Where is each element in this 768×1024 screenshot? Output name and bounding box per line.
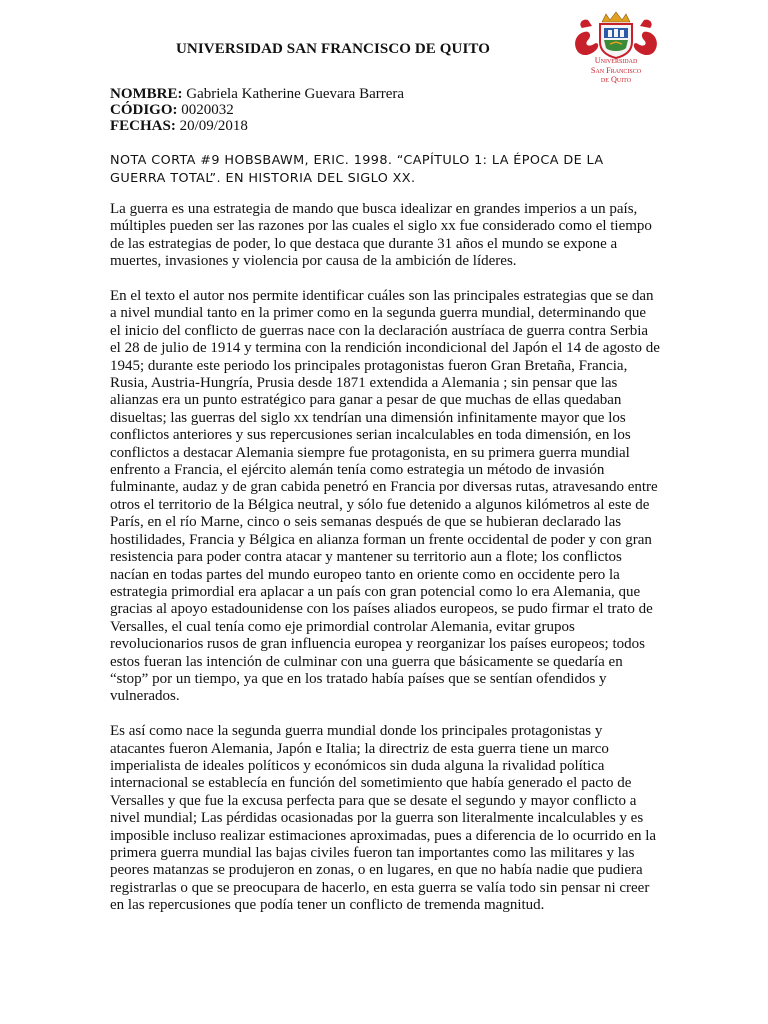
logo-text-line-1: Universidad xyxy=(594,56,638,65)
name-row xyxy=(110,86,404,102)
student-info xyxy=(110,86,404,134)
code-row xyxy=(110,102,404,118)
name-value: Gabriela Katherine Guevara Barrera xyxy=(182,86,405,102)
paragraph: La guerra es una estrategia de mando que busca idealizar en grandes imperios a un país, múltiples pueden ser las razones por las cuales el siglo xx fue considerado como el tiempo de las estrategias de poder, lo que destaca que durante 31 años el mundo se expone a muertes, invasiones y violencia por causa de la ambición de líderes. xyxy=(110,201,652,270)
name-label: NOMBRE: xyxy=(110,86,183,102)
code-value: 0020032 xyxy=(177,102,234,118)
date-value: 20/09/2018 xyxy=(175,118,248,134)
paragraph: En el texto el autor nos permite identificar cuáles son las principales estrategias que se dan a nivel mundial tanto en la primer como en la segunda guerra mundial, determinando que el inicio del conflicto de guerras nace con la declaración austríaca de guerra contra Serbia el 28 de julio de 1914 y termina con la rendición incondicional del Japón el 14 de agosto de 1945; durante este periodo los principales protagonistas fueron Gran Bretaña, Francia, Rusia, Austria-Hungría, Prusia desde 1871 extendida a Alemania ; sin pensar que las alianzas era un punto estratégico para ganar a pesar de que muchas de ellas quedaban disueltas; las guerras del siglo xx tendrían una dimensión infinitamente mayor que los conflictos anteriores y sus repercusiones serian incalculables en toda dimensión, en los conflictos a destacar Alemania siempre fue protagonista, en su primera guerra mundial enfrento a Francia, el ejército alemán tenía como estrategia un método de invasión fulminante, audaz y de gran cabida penetró en Francia por diversas rutas, atravesando entre otros el territorio de la Bélgica neutral, y sólo fue detenido a algunos kilómetros al este de París, en el río Marne, cinco o seis semanas después de que se hubieran declarado las hostilidades, Francia y Bélgica en alianza forman un frente occidental de poder y con gran resistencia para poder contra atacar y mantener su territorio aun a flote; los conflictos nacían en todas partes del mundo europeo tanto en oriente como en occidente pero la estrategia primordial era aplacar a un país con gran potencial como lo era Alemania, que gracias al apoyo estadounidense con los países aliados europeos, se pudo firmar el trato de Versalles, el cual tenía como eje primordial controlar Alemania, evitar grupos revolucionarios rusos de gran influencia europea y reorganizar los países europeos; todos estos fueran las intención de culminar con una guerra que básicamente se quedaría en “stop” por un tiempo, ya que en los tratado había países que se sentían ofendidos y vulnerados. xyxy=(110,288,660,705)
logo-text-line-2: San Francisco xyxy=(590,65,642,75)
paragraph: Es así como nace la segunda guerra mundial donde los principales protagonistas y atacantes fueron Alemania, Japón e Italia; la directriz de esta guerra tiene un marco imperialista de ideales políticos y económicos sin duda alguna la rivalidad política internacional se establecía en función del sometimiento que había generado el pacto de Versalles y que fue la excusa perfecta para que se desate el segundo y mayor conflicto a nivel mundial; Las pérdidas ocasionadas por la guerra son literalmente incalculables y es imposible incluso realizar estimaciones aproximadas, pues a diferencia de lo ocurrido en la primera guerra mundial las bajas civiles fueron tan importantes como las militares y las peores matanzas se produjeron en zonas, o en lugares, en que no había nadie que pudiera registrarlas o que se preocupara de hacerlo, en esta guerra se valía todo sin pensar ni creer en las repercusiones que podía tener un conflicto de tremenda magnitud. xyxy=(110,723,657,914)
date-label: FECHAS: xyxy=(110,118,176,134)
note-title: NOTA CORTA #9 HOBSBAWM, ERIC. 1998. “CAPÍTULO 1: LA ÉPOCA DE LA GUERRA TOTAL”. EN HISTORIA DEL SIGLO XX. xyxy=(110,153,604,186)
document-body xyxy=(110,201,660,932)
code-label: CÓDIGO: xyxy=(110,102,178,118)
date-row xyxy=(110,118,404,134)
university-logo-text xyxy=(566,56,666,85)
university-title: UNIVERSIDAD SAN FRANCISCO DE QUITO xyxy=(176,41,491,57)
logo-text-line-3: de Quito xyxy=(600,75,632,84)
